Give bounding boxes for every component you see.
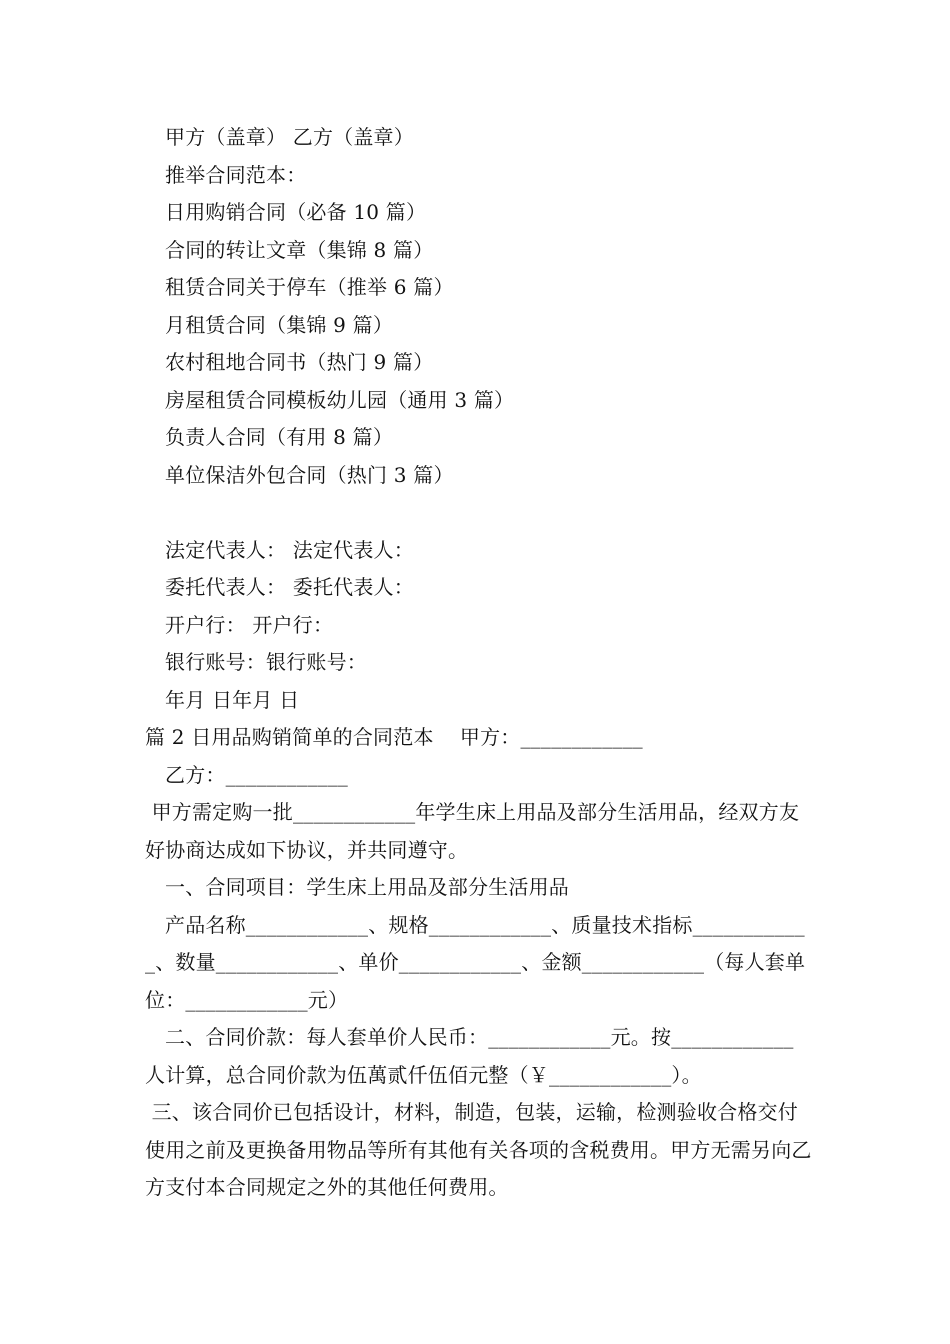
signature-line: 甲方（盖章） 乙方（盖章）	[165, 125, 414, 149]
clause3-paragraph: 三、该合同价已包括设计，材料，制造，包装，运输，检测验收合格交付使用之前及更换备用物品等所有其他有关各项的含税费用。甲方无需另向乙方支付本合同规定之外的其他任何费用。	[145, 1100, 812, 1199]
recommend-heading: 推举合同范本：	[165, 162, 307, 187]
recommend-item: 合同的转让文章（集锦 8 篇）	[165, 237, 434, 262]
account-line: 银行账号：银行账号：	[165, 650, 367, 674]
spacer	[145, 494, 813, 532]
recommend-item: 房屋租赁合同模板幼儿园（通用 3 篇）	[165, 387, 515, 412]
recommend-item: 农村租地合同书（热门 9 篇）	[165, 350, 434, 374]
date-line: 年月 日年月 日	[165, 687, 300, 712]
section2-title: 篇 2 日用品购销简单的合同范本 甲方：____________	[145, 725, 643, 749]
clause2-paragraph: 二、合同价款：每人套单价人民币：____________元。按____________人计算，总合同价款为伍萬贰仟伍佰元整（￥____________）。	[145, 1025, 794, 1087]
clause1-title: 一、合同项目：学生床上用品及部分生活用品	[165, 875, 569, 899]
recommend-item: 月租赁合同（集锦 9 篇）	[165, 312, 394, 337]
document-body	[145, 119, 813, 1207]
entrusted-rep-line: 委托代表人： 委托代表人：	[165, 575, 414, 599]
clause1-body: 产品名称____________、规格____________、质量技术指标____________、数量____________、单价____________、金额____________（每人套单位：____________元）	[145, 912, 806, 1012]
legal-rep-line: 法定代表人： 法定代表人：	[165, 537, 414, 562]
recommend-item: 日用购销合同（必备 10 篇）	[165, 200, 427, 224]
bank-line: 开户行： 开户行：	[165, 612, 334, 637]
intro-paragraph: 甲方需定购一批____________年学生床上用品及部分生活用品，经双方友好协商达成如下协议，并共同遵守。	[145, 800, 800, 862]
recommend-item: 租赁合同关于停车（推举 6 篇）	[165, 275, 454, 299]
recommend-item: 单位保洁外包合同（热门 3 篇）	[165, 462, 454, 487]
party-b-line: 乙方：____________	[165, 762, 348, 787]
recommend-item: 负责人合同（有用 8 篇）	[165, 425, 394, 449]
